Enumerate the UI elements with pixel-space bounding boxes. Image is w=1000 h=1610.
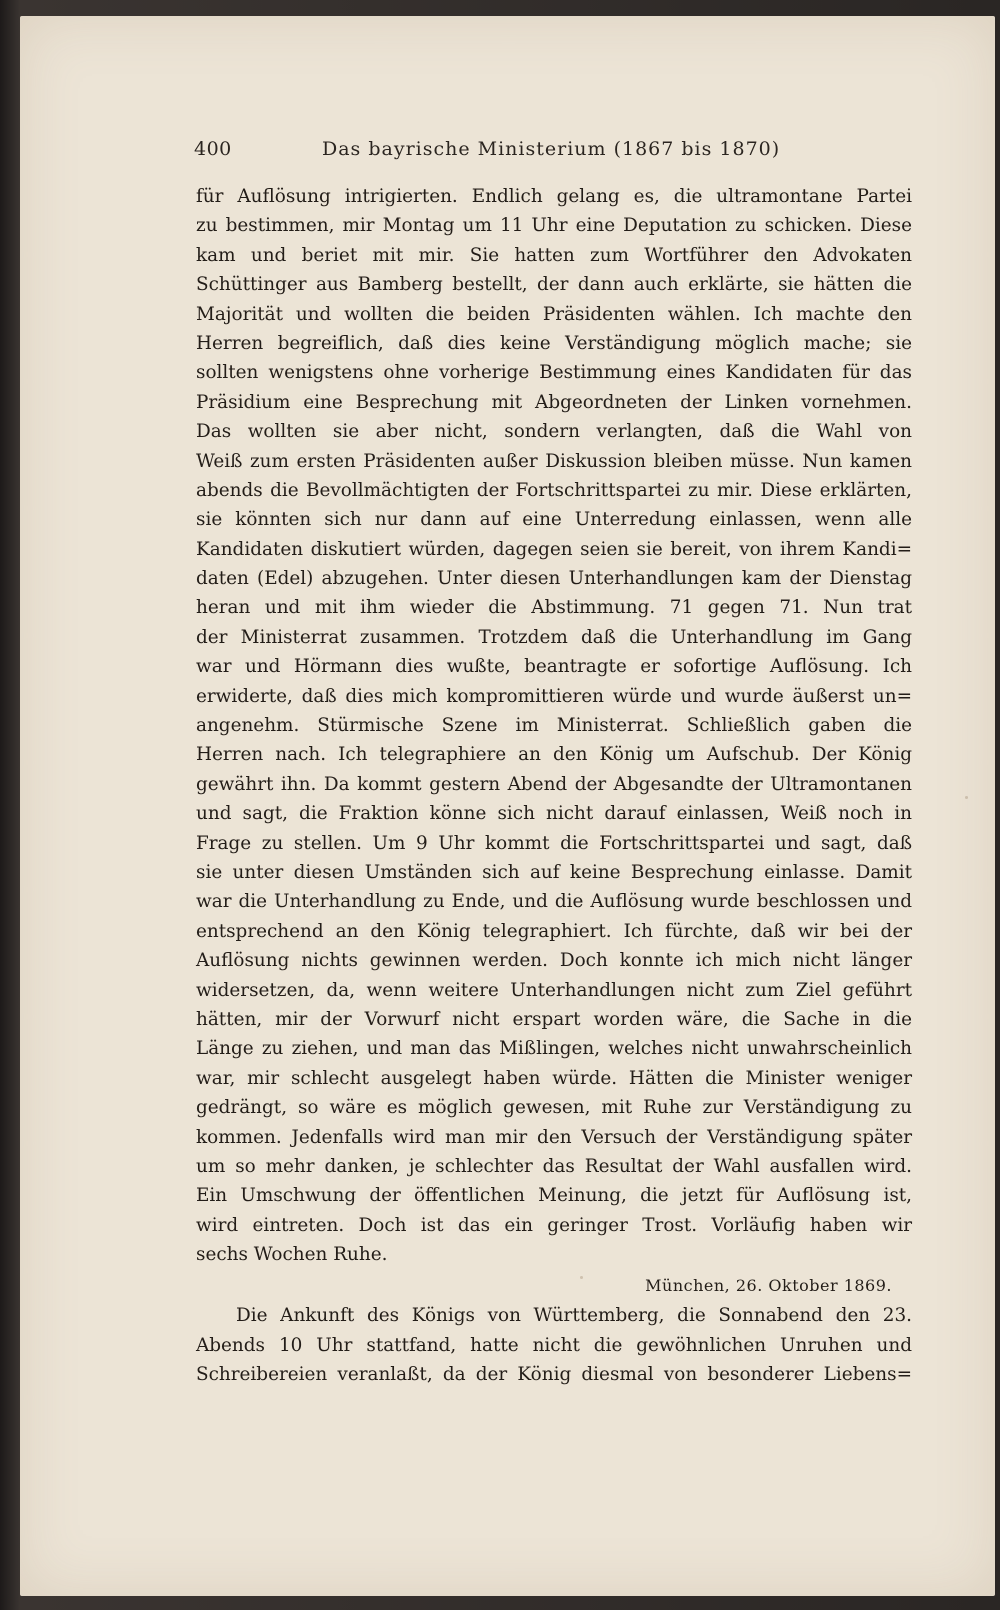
text-line: kommen. Jedenfalls wird man mir den Versuch der Verständigung später <box>196 1126 912 1148</box>
text-line: Abends 10 Uhr stattfand, hatte nicht die gewöhnlichen Unruhen und <box>196 1334 912 1356</box>
text-line: Herren nach. Ich telegraphiere an den König um Aufschub. Der König <box>196 744 912 766</box>
text-line: sie könnten sich nur dann auf eine Unterredung einlassen, wenn alle <box>196 509 912 531</box>
text-line: angenehm. Stürmische Szene im Ministerrat. Schließlich gaben die <box>196 715 912 737</box>
text-line: Schreibereien veranlaßt, da der König diesmal von besonderer Liebens= <box>196 1364 912 1386</box>
text-line: gewährt ihn. Da kommt gestern Abend der Abgesandte der Ultramontanen <box>196 773 912 795</box>
page-header <box>194 138 912 164</box>
text-line: kam und beriet mit mir. Sie hatten zum Wortführer den Advokaten <box>196 244 912 266</box>
text-line: entsprechend an den König telegraphiert. Ich fürchte, daß wir bei der <box>196 920 912 942</box>
text-line: war die Unterhandlung zu Ende, und die Auflösung wurde beschlossen und <box>196 891 912 913</box>
paragraph-1 <box>196 182 912 1269</box>
text-line: Schüttinger aus Bamberg bestellt, der dann auch erklärte, sie hätten die <box>196 274 912 296</box>
text-line: Majorität und wollten die beiden Präsidenten wählen. Ich machte den <box>196 303 912 325</box>
text-line: Auflösung nichts gewinnen werden. Doch konnte ich mich nicht länger <box>196 950 912 972</box>
paper-spot <box>965 796 968 799</box>
text-line: der Ministerrat zusammen. Trotzdem daß die Unterhandlung im Gang <box>196 626 912 648</box>
text-line: zu bestimmen, mir Montag um 11 Uhr eine Deputation zu schicken. Diese <box>196 215 912 237</box>
text-line: Das wollten sie aber nicht, sondern verlangten, daß die Wahl von <box>196 421 912 443</box>
text-line: abends die Bevollmächtigten der Fortschrittspartei zu mir. Diese erklärten, <box>196 479 912 501</box>
dateline: München, 26. Oktober 1869. <box>645 1276 892 1296</box>
text-line: Frage zu stellen. Um 9 Uhr kommt die Fortschrittspartei und sagt, daß <box>196 832 912 854</box>
text-line: heran und mit ihm wieder die Abstimmung. 71 gegen 71. Nun trat <box>196 597 912 619</box>
text-line: gedrängt, so wäre es möglich gewesen, mit Ruhe zur Verständigung zu <box>196 1097 912 1119</box>
text-line: um so mehr danken, je schlechter das Resultat der Wahl ausfallen wird. <box>196 1155 912 1177</box>
text-line: Präsidium eine Besprechung mit Abgeordneten der Linken vornehmen. <box>196 391 912 413</box>
text-line: für Auflösung intrigierten. Endlich gelang es, die ultramontane Partei <box>196 186 912 207</box>
paragraph-2 <box>196 1301 912 1389</box>
text-line: daten (Edel) abzugehen. Unter diesen Unterhandlungen kam der Dienstag <box>196 568 912 590</box>
text-line: wird eintreten. Doch ist das ein geringer Trost. Vorläufig haben wir <box>196 1214 912 1236</box>
text-line: sollten wenigstens ohne vorherige Bestimmung eines Kandidaten für das <box>196 362 912 384</box>
text-line: Die Ankunft des Königs von Württemberg, die Sonnabend den 23. <box>236 1305 912 1327</box>
text-line: Herren begreiflich, daß dies keine Verständigung möglich mache; sie <box>196 332 912 354</box>
text-line: sie unter diesen Umständen sich auf keine Besprechung einlasse. Damit <box>196 861 912 883</box>
text-line: erwiderte, daß dies mich kompromittieren würde und wurde äußerst un= <box>196 685 912 707</box>
text-line: war, mir schlecht ausgelegt haben würde. Hätten die Minister weniger <box>196 1067 912 1089</box>
text-line: war und Hörmann dies wußte, beantragte er sofortige Auflösung. Ich <box>196 656 912 678</box>
text-line: Weiß zum ersten Präsidenten außer Diskussion bleiben müsse. Nun kamen <box>196 450 912 472</box>
text-line: sechs Wochen Ruhe. <box>196 1244 388 1266</box>
text-line: und sagt, die Fraktion könne sich nicht darauf einlassen, Weiß noch in <box>196 803 912 825</box>
text-line: Ein Umschwung der öffentlichen Meinung, die jetzt für Auflösung ist, <box>196 1185 912 1207</box>
page-number: 400 <box>194 138 232 160</box>
text-line: hätten, mir der Vorwurf nicht erspart worden wäre, die Sache in die <box>196 1008 912 1030</box>
text-line: widersetzen, da, wenn weitere Unterhandlungen nicht zum Ziel geführt <box>196 979 912 1001</box>
body-text <box>196 182 912 1390</box>
text-line: Länge zu ziehen, und man das Mißlingen, welches nicht unwahrscheinlich <box>196 1038 912 1060</box>
running-head: Das bayrische Ministerium (1867 bis 1870) <box>322 138 781 160</box>
text-line: Kandidaten diskutiert würden, dagegen seien sie bereit, von ihrem Kandi= <box>196 538 912 560</box>
